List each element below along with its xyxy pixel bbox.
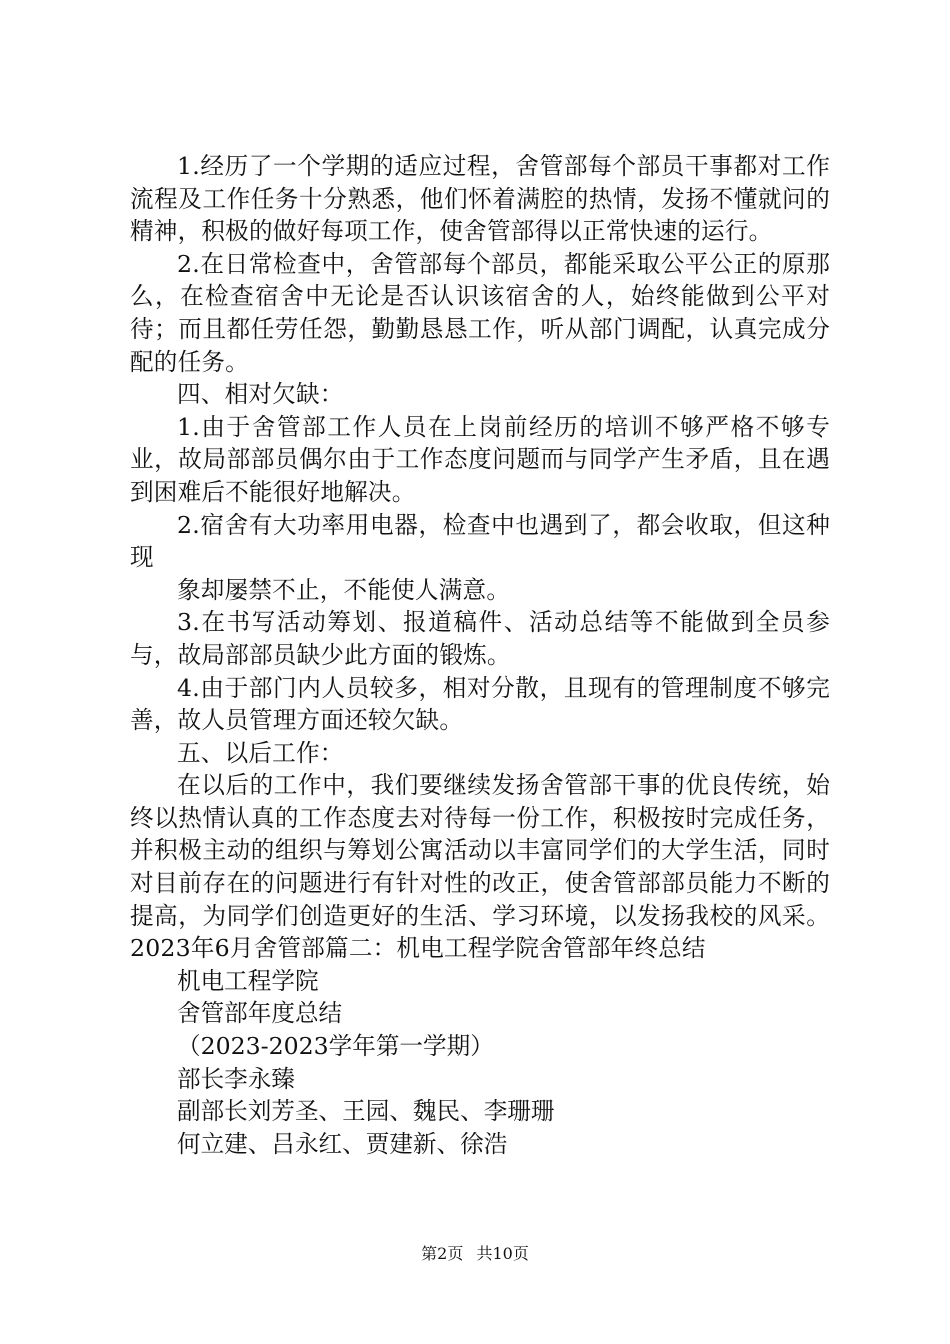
paragraph-4: 2.宿舍有大功率用电器，检查中也遇到了，都会收取，但这种现 [130,510,830,572]
line-term: （2023-2023学年第一学期） [177,1032,494,1061]
document-body [130,150,830,1160]
page-number-total: 共10页 [476,1244,529,1263]
line-report-title: 舍管部年度总结 [177,999,343,1028]
paragraph-6: 3.在书写活动筹划、报道稿件、活动总结等不能做到全员参与，故局部部员缺少此方面的锻炼。 [130,608,830,669]
line-vice-ministers: 副部长刘芳圣、王园、魏民、李珊珊 [177,1097,555,1126]
paragraph-2: 2.在日常检查中，舍管部每个部员，都能采取公平公正的原那么，在检查宿舍中无论是否认识该宿舍的人，始终能做到公平对待；而且都任劳任怨，勤勤恳恳工作，听从部门调配，认真完成分配的任务。 [130,249,830,376]
paragraph-1: 1.经历了一个学期的适应过程，舍管部每个部员干事都对工作流程及工作任务十分熟悉，他们怀着满腔的热情，发扬不懂就问的精神，积极的做好每项工作，使舍管部得以正常快速的运行。 [130,152,830,246]
line-college: 机电工程学院 [177,966,319,995]
paragraph-7: 4.由于部门内人员较多，相对分散，且现有的管理制度不够完善，故人员管理方面还较欠缺。 [130,673,830,735]
paragraph-5: 象却屡禁不止，不能使人满意。 [177,575,511,604]
section-heading-4: 四、相对欠缺： [177,380,344,409]
section-heading-5: 五、以后工作： [177,738,344,767]
page-number-current: 第2页 [421,1244,464,1263]
paragraph-3: 1.由于舍管部工作人员在上岗前经历的培训不够严格不够专业，故局部部员偶尔由于工作态度问题而与同学产生矛盾，且在遇到困难后不能很好地解决。 [130,412,830,506]
line-members: 何立建、吕永红、贾建新、徐浩 [177,1129,508,1158]
line-minister: 部长李永臻 [177,1064,295,1093]
page-footer [0,1241,950,1264]
paragraph-8: 在以后的工作中，我们要继续发扬舍管部干事的优良传统，始终以热情认真的工作态度去对待每一份工作，积极按时完成任务，并积极主动的组织与筹划公寓活动以丰富同学们的大学生活，同时对目前存在的问题进行有针对性的改正，使舍管部部员能力不断的提高，为同学们创造更好的生活、学习环境，以发扬我校的风采。2023年6月舍管部篇二：机电工程学院舍管部年终总结 [130,771,830,963]
